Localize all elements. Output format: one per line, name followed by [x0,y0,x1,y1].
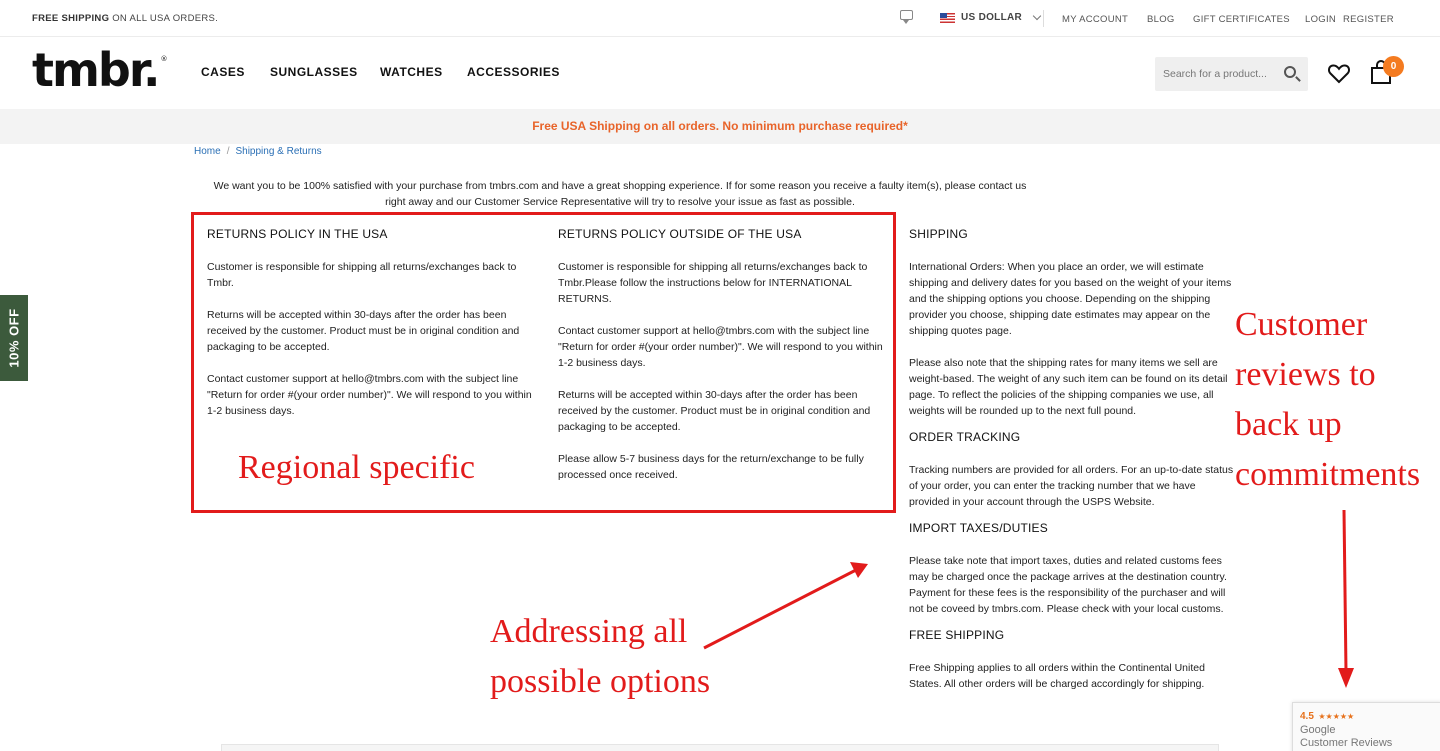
arrow-to-reviews [1338,510,1354,688]
order-tracking-text: Tracking numbers are provided for all orders. For an up-to-date status of your order, you can enter the tracking number that we have provided in your account through the USPS Website. [909,464,1234,508]
breadcrumb-current[interactable]: Shipping & Returns [235,146,322,157]
intl-returns-p2: Contact customer support at hello@tmbrs.com with the subject line "Return for order #(your order number)". We will respond to you within 1-2 business days. [558,325,883,369]
nav-watches[interactable]: WATCHES [380,65,443,79]
google-label: Google [1300,724,1336,736]
customer-reviews-label: Customer Reviews [1300,737,1393,749]
google-reviews-badge[interactable] [1292,702,1440,751]
my-account-link[interactable]: MY ACCOUNT [1062,14,1129,25]
shipping-p1: International Orders: When you place an order, we will estimate shipping and delivery dates for you based on the weight of your items and the shipping options you choose. Depending on the shipping provider you choose, shipping date estimates may appear on the shipping quotes page. [909,261,1232,337]
free-shipping-promo: FREE SHIPPING ON ALL USA ORDERS. [32,13,219,24]
google-rating: 4.5 [1300,711,1314,722]
gift-certificates-link[interactable]: GIFT CERTIFICATES [1193,14,1290,25]
annotation-regional: Regional specific [238,449,475,486]
nav-accessories[interactable]: ACCESSORIES [467,65,560,79]
annotation-addressing-line2: possible options [490,663,711,700]
currency-label: US DOLLAR [961,12,1023,23]
discount-side-tab-label: 10% OFF [6,308,22,368]
intl-returns-p4: Please allow 5-7 business days for the return/exchange to be fully processed once received. [558,453,864,481]
annotation-reviews-line4: commitments [1235,456,1421,493]
shipping-p2: Please also note that the shipping rates for many items we sell are weight-based. The weight of any such item can be found on its detail page. To reflect the policies of the shipping companies we use, all weights will be rounded up to the next full pound. [909,357,1228,417]
shipping-title: SHIPPING [909,227,968,241]
tmbr-logo[interactable]: tmbr. ® [32,43,168,97]
arrow-to-shipping [704,562,868,648]
breadcrumb-home[interactable]: Home [194,146,221,157]
free-shipping-text: Free Shipping applies to all orders within the Continental United States. All other orders will be charged accordingly for shipping. [909,662,1205,690]
intro-text: We want you to be 100% satisfied with your purchase from tmbrs.com and have a great shopping experience. If for some reason you receive a faulty item(s), please contact us right away and our Customer Service Representative will try to resolve your issue as fast as possible. [213,180,1027,208]
intl-returns-p1: Customer is responsible for shipping all returns/exchanges back to Tmbr.Please follow the instructions below for INTERNATIONAL RETURNS. [558,261,868,305]
import-taxes-title: IMPORT TAXES/DUTIES [909,521,1048,535]
free-shipping-title: FREE SHIPPING [909,628,1005,642]
intl-returns-p3: Returns will be accepted within 30-days after the order has been received by the customer. Product must be in original condition and packaging to be accepted. [558,389,871,433]
import-taxes-text: Please take note that import taxes, duties and related customs fees may be charged once the package arrives at the destination country. Payment for these fees is the responsibility of the purchaser and will not be coveed by tmbrs.com. Please check with your local customs. [909,555,1227,615]
breadcrumb-separator: / [226,146,230,157]
usa-returns-title: RETURNS POLICY IN THE USA [207,227,388,241]
usa-returns-p2: Returns will be accepted within 30-days after the order has been received by the customer. Product must be in original condition and packaging to be accepted. [207,309,520,353]
discount-side-tab[interactable] [0,295,28,381]
annotation-reviews-line1: Customer [1235,306,1368,343]
usa-returns-p3: Contact customer support at hello@tmbrs.com with the subject line "Return for order #(your order number)". We will respond to you within 1-2 business days. [207,373,532,417]
usa-returns-p1: Customer is responsible for shipping all returns/exchanges back to Tmbr. [207,261,517,289]
annotation-reviews-line2: reviews to [1235,356,1376,393]
rating-stars-icon: ★★★★★ [1318,712,1355,721]
nav-cases[interactable]: CASES [201,65,245,79]
login-link[interactable]: LOGIN [1305,14,1337,25]
cart-count-badge: 0 [1383,56,1404,77]
intl-returns-title: RETURNS POLICY OUTSIDE OF THE USA [558,227,802,241]
annotation-addressing-line1: Addressing all [490,613,688,650]
blog-link[interactable]: BLOG [1147,14,1175,25]
shipping-banner: Free USA Shipping on all orders. No minimum purchase required* [0,109,1440,144]
footer-edge [221,744,1219,751]
annotation-reviews-line3: back up [1235,406,1342,443]
nav-sunglasses[interactable]: SUNGLASSES [270,65,358,79]
order-tracking-title: ORDER TRACKING [909,430,1021,444]
register-link[interactable]: REGISTER [1343,14,1394,25]
